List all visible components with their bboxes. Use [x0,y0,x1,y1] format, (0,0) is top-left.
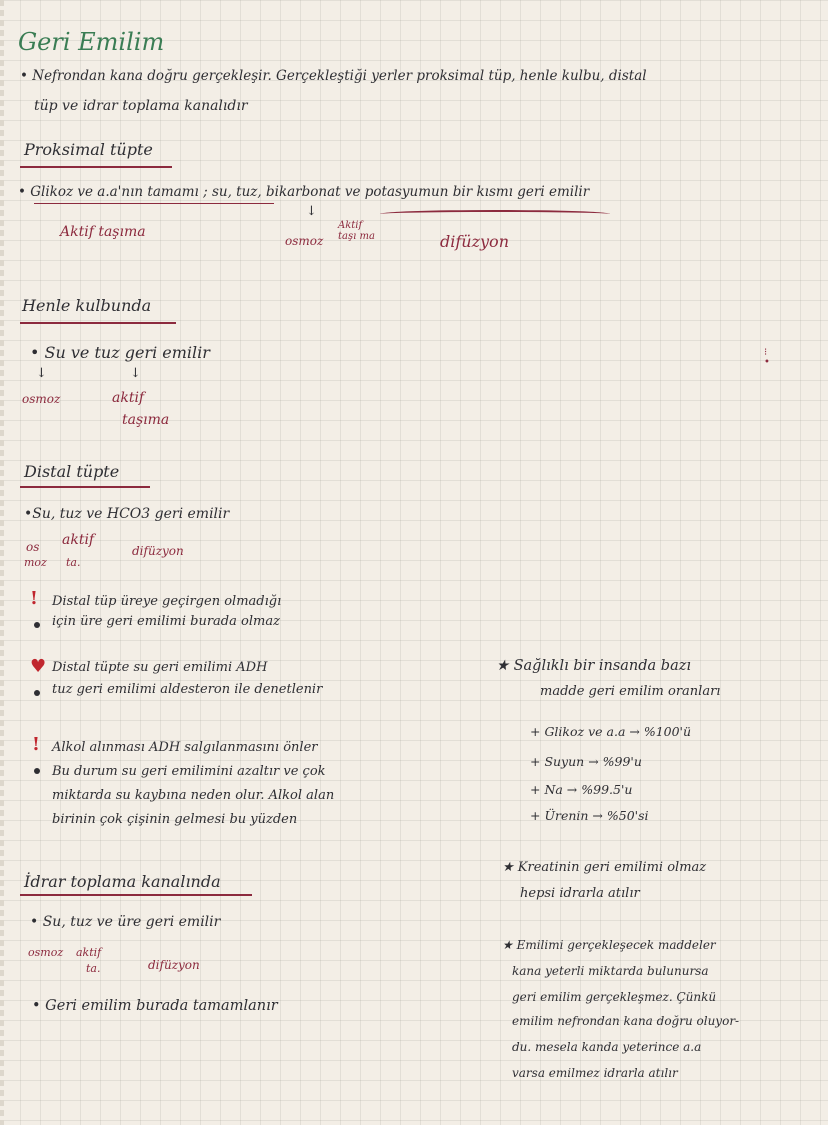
idrar-osmoz: osmoz [28,946,64,959]
arrow-down-icon: ↓ [130,366,141,381]
bullet-dot [34,622,40,628]
right-saglikli-line-1: ★ Sağlıklı bir insanda bazı [496,658,692,674]
warning-icon: ! [30,588,38,609]
right-emilim-line-3: geri emilim gerçekleşmez. Çünkü [512,990,717,1004]
distal-note-3-line-4: birinin çok çişinin gelmesi bu yüzden [52,812,298,827]
section-heading-idrar: İdrar toplama kanalında [24,872,221,891]
henle-tasima: taşıma [122,412,170,428]
right-kreatinin-line-2: hepsi idrarla atılır [520,886,640,901]
distal-line-1: •Su, tuz ve HCO3 geri emilir [24,506,230,522]
section-heading-proksimal: Proksimal tüpte [24,140,153,159]
margin-mark: ⁝ • [764,347,770,368]
distal-os: os [26,540,40,554]
proksimal-line-1: • Glikoz ve a.a'nın tamamı ; su, tuz, bikarbonat ve potasyumun bir kısmı geri emilir [18,184,590,200]
proksimal-aktif-tasima: Aktif taşıma [60,224,146,240]
right-kreatinin-line-1: ★ Kreatinin geri emilimi olmaz [502,860,707,875]
idrar-line-2: • Geri emilim burada tamamlanır [32,998,278,1014]
distal-note-1-line-1: Distal tüp üreye geçirgen olmadığı [52,594,282,609]
distal-note-3-line-3: miktarda su kaybına neden olur. Alkol alan [52,788,335,803]
idrar-difuzyon: difüzyon [148,958,200,972]
rate-item: + Suyun → %99'u [530,754,642,769]
distal-difuzyon: difüzyon [132,544,184,558]
distal-note-2-line-2: tuz geri emilimi aldesteron ile denetlenir [52,682,323,697]
proksimal-osmoz: osmoz [285,234,324,248]
distal-note-3-line-2: Bu durum su geri emilimini azaltır ve çok [52,764,326,779]
difuzyon-wave [380,210,610,218]
heading-underline [20,322,176,324]
henle-osmoz: osmoz [22,392,61,406]
heading-underline [20,894,252,896]
arrow-down-icon: ↓ [36,366,47,381]
page-edge [0,0,4,1125]
distal-note-1-line-2: için üre geri emilimi burada olmaz [52,614,280,629]
intro-line-2: tüp ve idrar toplama kanalıdır [34,98,248,114]
aktif-underline [34,203,274,204]
distal-ta: ta. [66,556,81,569]
intro-line-1: • Nefrondan kana doğru gerçekleşir. Gerçekleştiği yerler proksimal tüp, henle kulbu, distal [20,68,647,84]
proksimal-aktif-tasima-short: Aktif taşı ma [338,220,375,242]
bullet-dot [34,768,40,774]
rate-item: + Ürenin → %50'si [530,808,649,823]
distal-note-3-line-1: Alkol alınması ADH salgılanmasını önler [52,740,318,755]
heading-underline [20,486,150,488]
henle-line-1: • Su ve tuz geri emilir [30,343,210,362]
right-saglikli-line-2: madde geri emilim oranları [540,684,721,699]
right-emilim-line-5: du. mesela kanda yeterince a.a [512,1040,702,1054]
idrar-ta: ta. [86,962,101,975]
section-heading-henle: Henle kulbunda [22,296,152,315]
idrar-aktif: aktif [76,946,102,959]
bullet-dot [34,690,40,696]
right-emilim-line-1: ★ Emilimi gerçekleşecek maddeler [502,938,716,952]
distal-note-2-line-1: Distal tüpte su geri emilimi ADH [52,660,268,675]
warning-icon: ♥ [30,656,47,677]
rate-item: + Na → %99.5'u [530,782,633,797]
idrar-line-1: • Su, tuz ve üre geri emilir [30,914,221,930]
distal-moz: moz [24,556,47,569]
distal-aktif: aktif [62,532,95,548]
proksimal-difuzyon: difüzyon [440,232,509,251]
warning-icon: ! [32,734,40,755]
page-title: Geri Emilim [18,28,165,56]
rate-item: + Glikoz ve a.a → %100'ü [530,724,692,739]
henle-aktif: aktif [112,390,145,406]
right-emilim-line-6: varsa emilmez idrarla atılır [512,1066,678,1080]
right-emilim-line-2: kana yeterli miktarda bulunursa [512,964,709,978]
section-heading-distal: Distal tüpte [24,462,120,481]
arrow-down-icon: ↓ [306,204,317,219]
right-emilim-line-4: emilim nefrondan kana doğru oluyor- [512,1014,740,1028]
heading-underline [20,166,172,168]
